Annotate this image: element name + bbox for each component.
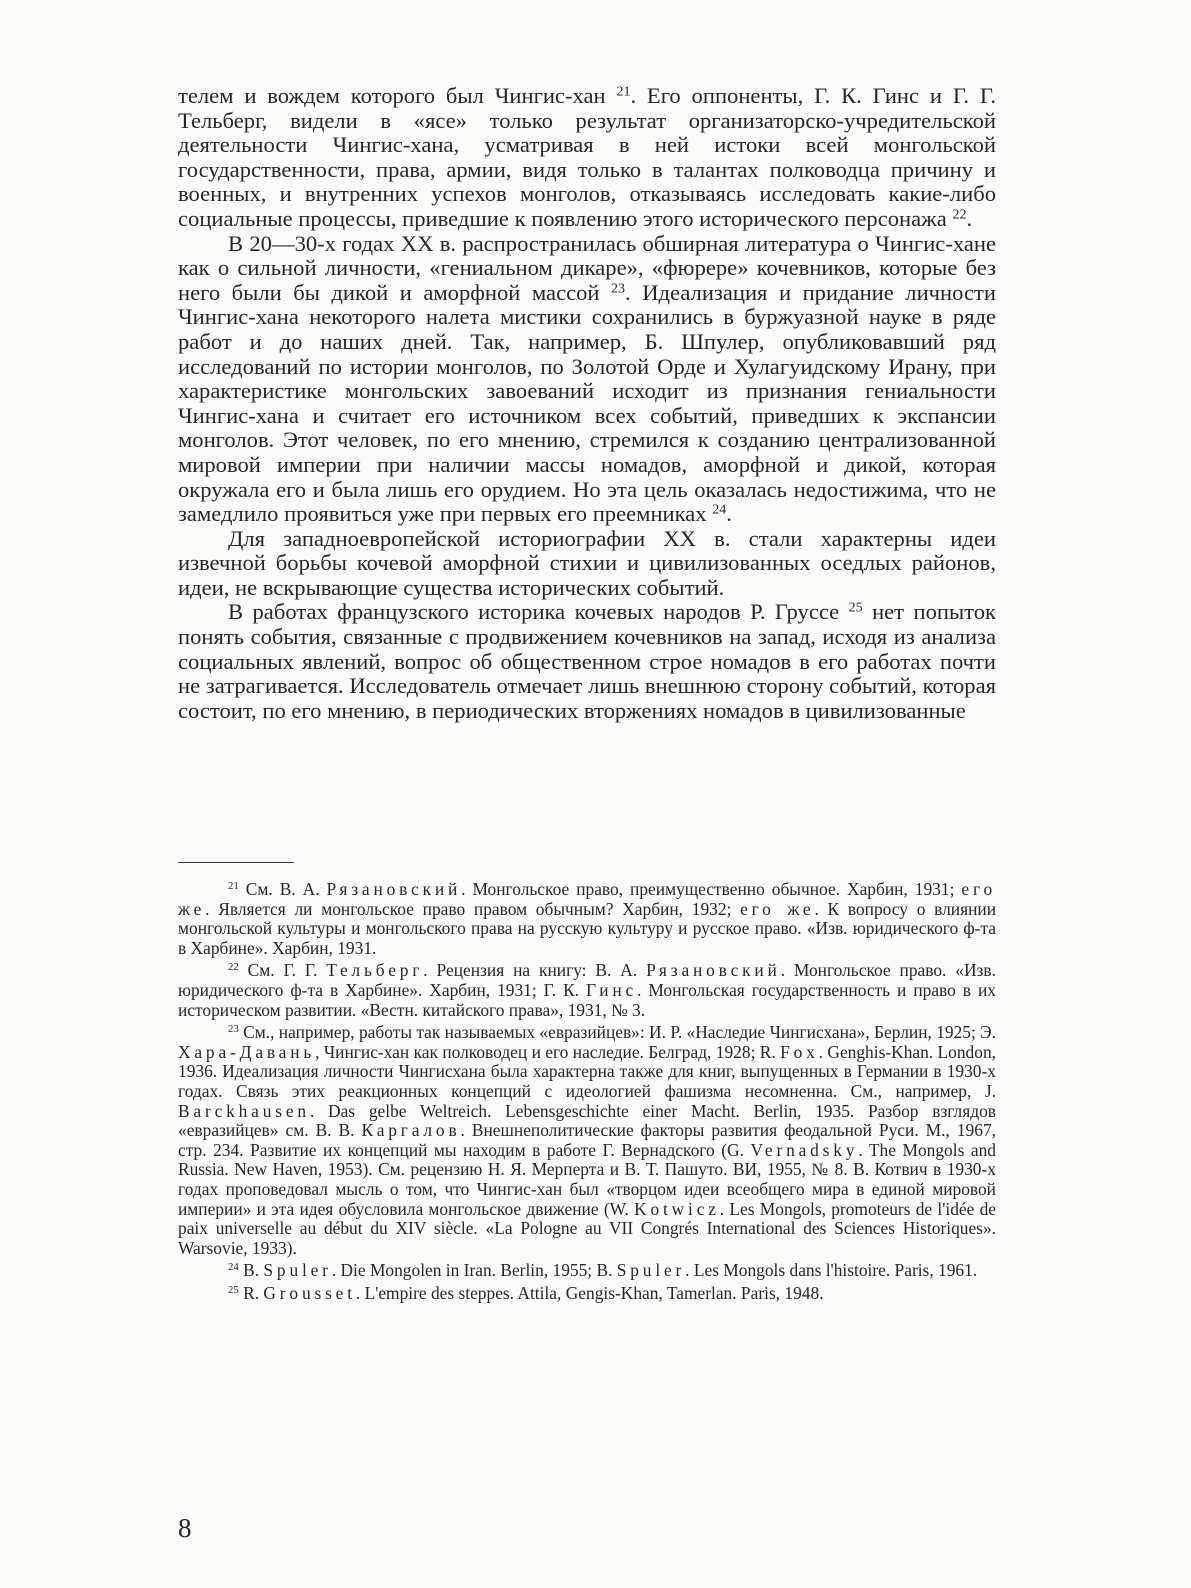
paragraph-2: В 20—30-х годах XX в. распространилась обширная литература о Чингис-хане как о сильной личности, «гениальном дикаре», «фюрере» кочевников, которые без него были бы дикой и аморфной массой $^{23}$. Идеализация и придание личности Чингис-хана некоторого налета мистики сохранились в буржуазной науке в ряде работ и до наших дней. Так, например, Б. Шпулер, опубликовавший ряд исследований по истории монголов, по Золотой Орде и Хулагуидскому Ирану, при характеристике монгольских завоеваний исходит из признания гениальности Чингис-хана и считает его источником всех событий, приведших к экспансии монголов. Этот человек, по его мнению, стремился к созданию централизованной мировой империи при наличии массы номадов, аморфной и дикой, которая окружала его и была лишь его орудием. Но эта цель оказалась недостижима, что не замедлило проявиться уже при первых его преемниках $^{24}$. bbox=[178, 230, 996, 527]
paragraph-1: телем и вождем которого был Чингис-хан $^{21}$. Его оппоненты, Г. К. Гинс и Г. Г. Тельберг, видели в «ясе» только результат организаторско-учредительской деятельности Чингис-хана, усматривая в ней истоки всей монгольской государственности, права, армии, видя только в талантах полководца причину и военных, и внутренних успехов монголов, отказываясь исследовать какие-либо социальные процессы, приведшие к появлению этого исторического персонажа $^{22}$. bbox=[178, 83, 996, 231]
footnote-23: $^{23}$ См., например, работы так называемых «евразийцев»: И. Р. «Наследие Чингисхана», Берлин, 1925; Э. Хара-Давань, Чингис-хан как полководец и его наследие. Белград, 1928; R. Fox. Genghis-Khan. London, 1936. Идеализация личности Чингисхана была характерна также для книг, выпущенных в Германии в 1930-х годах. Связь этих реакционных концепций с идеологией фашизма несомненна. См., например, J. Barckhausen. Das gelbe Weltreich. Lebensgeschichte einer Macht. Berlin, 1935. Разбор взглядов «евразийцев» см. В. В. Каргалов. Внешнеполитические факторы развития феодальной Руси. М., 1967, стр. 234. Развитие их концепций мы находим в работе Г. Вернадского (G. Vernadsky. The Mongols and Russia. New Haven, 1953). См. рецензию Н. Я. Мерперта и В. Т. Пашуто. ВИ, 1955, № 8. В. Котвич в 1930-х годах проповедовал мысль о том, что Чингис-хан был «творцом идеи всеобщего мира в единой мировой империи» и эта идея обусловила монгольское движение (W. Kotwicz. Les Mongols, promoteurs de l'idée de paix universelle au début du XIV siècle. «La Pologne au VII Congrés International des Sciences Historiques». Warsovie, 1933). bbox=[178, 1022, 997, 1258]
paragraph-3: Для западноевропейской историографии XX в. стали характерны идеи извечной борьбы кочевой аморфной стихии и цивилизованных оседлых районов, идеи, не вскрывающие существа исторических событий. bbox=[178, 525, 996, 600]
footnote-ref: 24 bbox=[712, 502, 727, 518]
page-number: 8 bbox=[178, 1513, 192, 1543]
footnote-ref: 22 bbox=[952, 207, 967, 223]
footnote-22: $^{22}$ См. Г. Г. Тельберг. Рецензия на книгу: В. А. Рязановский. Монгольское право. «Изв. юридического ф-та в Харбине». Харбин, 1931; Г. К. Гинс. Монгольская государственность и право в их историческом развитии. «Вестн. китайского права», 1931, № 3. bbox=[178, 960, 996, 1020]
footnotes bbox=[178, 880, 996, 1306]
main-text bbox=[178, 84, 996, 723]
footnote-ref: 25 bbox=[848, 600, 863, 616]
footnote-ref: 23 bbox=[611, 281, 626, 297]
footnote-24: $^{24}$ B. Spuler. Die Mongolen in Iran. Berlin, 1955; B. Spuler. Les Mongols dans l'histoire. Paris, 1961. bbox=[228, 1260, 978, 1281]
paragraph-4: В работах французского историка кочевых народов Р. Груссе $^{25}$ нет попыток понять события, связанные с продвижением кочевников на запад, исходя из анализа социальных явлений, вопрос об общественном строе номадов в его работах почти не затрагивается. Исследователь отмечает лишь внешнюю сторону событий, которая состоит, по его мнению, в периодических вторжениях номадов в цивилизованные bbox=[178, 599, 996, 723]
footnote-25: $^{25}$ R. Grousset. L'empire des steppes. Attila, Gengis-Khan, Tamerlan. Paris, 1948. bbox=[228, 1282, 824, 1303]
footnote-21: $^{21}$ См. В. А. Рязановский. Монгольское право, преимущественно обычное. Харбин, 1931; его же. Является ли монгольское право правом обычным? Харбин, 1932; его же. К вопросу о влиянии монгольской культуры и монгольского права на русскую культуру и русское право. «Изв. юридического ф-та в Харбине». Харбин, 1931. bbox=[178, 879, 997, 958]
footnote-separator bbox=[178, 862, 294, 863]
footnote-ref: 21 bbox=[616, 84, 631, 100]
